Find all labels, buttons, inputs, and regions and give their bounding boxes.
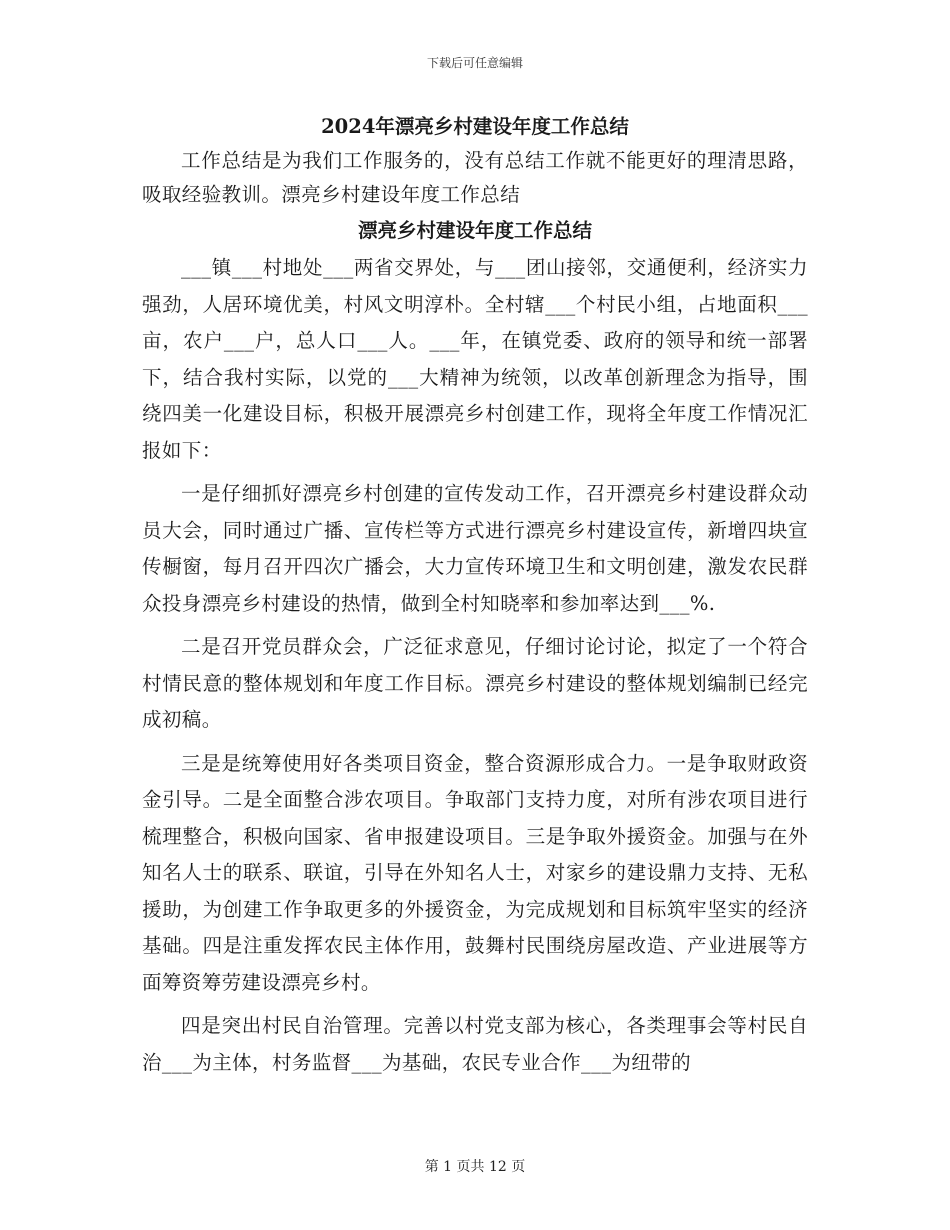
body-paragraph-4: 三是是统筹使用好各类项目资金，整合资源形成合力。一是争取财政资金引导。二是全面整合涉农项目。争取部门支持力度，对所有涉农项目进行梳理整合，积极向国家、省申报建设项目。三是争取外援资金。加强与在外知名人士的联系、联谊，引导在外知名人士，对家乡的建设鼎力支持、无私援助，为创建工作争取更多的外援资金，为完成规划和目标筑牢坚实的经济基础。四是注重发挥农民主体作用，鼓舞村民围绕房屋改造、产业进展等方面筹资筹劳建设漂亮乡村。	[142, 751, 808, 994]
document-body	[142, 112, 808, 1088]
body-paragraph-5: 四是突出村民自治管理。完善以村党支部为核心，各类理事会等村民自治___为主体，村务监督___为基础，农民专业合作___为纽带的	[142, 1014, 808, 1074]
page-number: 第 1 页共 12 页	[424, 1159, 526, 1175]
body-paragraph-3: 二是召开党员群众会，广泛征求意见，仔细讨论讨论，拟定了一个符合村情民意的整体规划和年度工作目标。漂亮乡村建设的整体规划编制已经完成初稿。	[142, 635, 808, 731]
document-subtitle: 漂亮乡村建设年度工作总结	[357, 219, 592, 242]
body-paragraph-2: 一是仔细抓好漂亮乡村创建的宣传发动工作，召开漂亮乡村建设群众动员大会，同时通过广播、宣传栏等方式进行漂亮乡村建设宣传，新增四块宣传橱窗，每月召开四次广播会，大力宣传环境卫生和文明创建，激发农民群众投身漂亮乡村建设的热情，做到全村知晓率和参加率达到___%.	[142, 482, 808, 615]
header-note: 下载后可任意编辑	[426, 56, 523, 70]
body-paragraph-1: ___镇___村地处___两省交界处，与___团山接邻，交通便利，经济实力强劲，人居环境优美，村风文明淳朴。全村辖___个村民小组，占地面积___亩，农户___户，总人口___人。___年，在镇党委、政府的领导和统一部署下，结合我村实际，以党的___大精神为统领，以改革创新理念为指导，围绕四美一化建设目标，积极开展漂亮乡村创建工作，现将全年度工作情况汇报如下：	[142, 256, 808, 462]
document-title: 2024年漂亮乡村建设年度工作总结	[321, 115, 629, 138]
intro-paragraph: 工作总结是为我们工作服务的，没有总结工作就不能更好的理清思路，吸取经验教训。漂亮乡村建设年度工作总结	[142, 149, 808, 206]
